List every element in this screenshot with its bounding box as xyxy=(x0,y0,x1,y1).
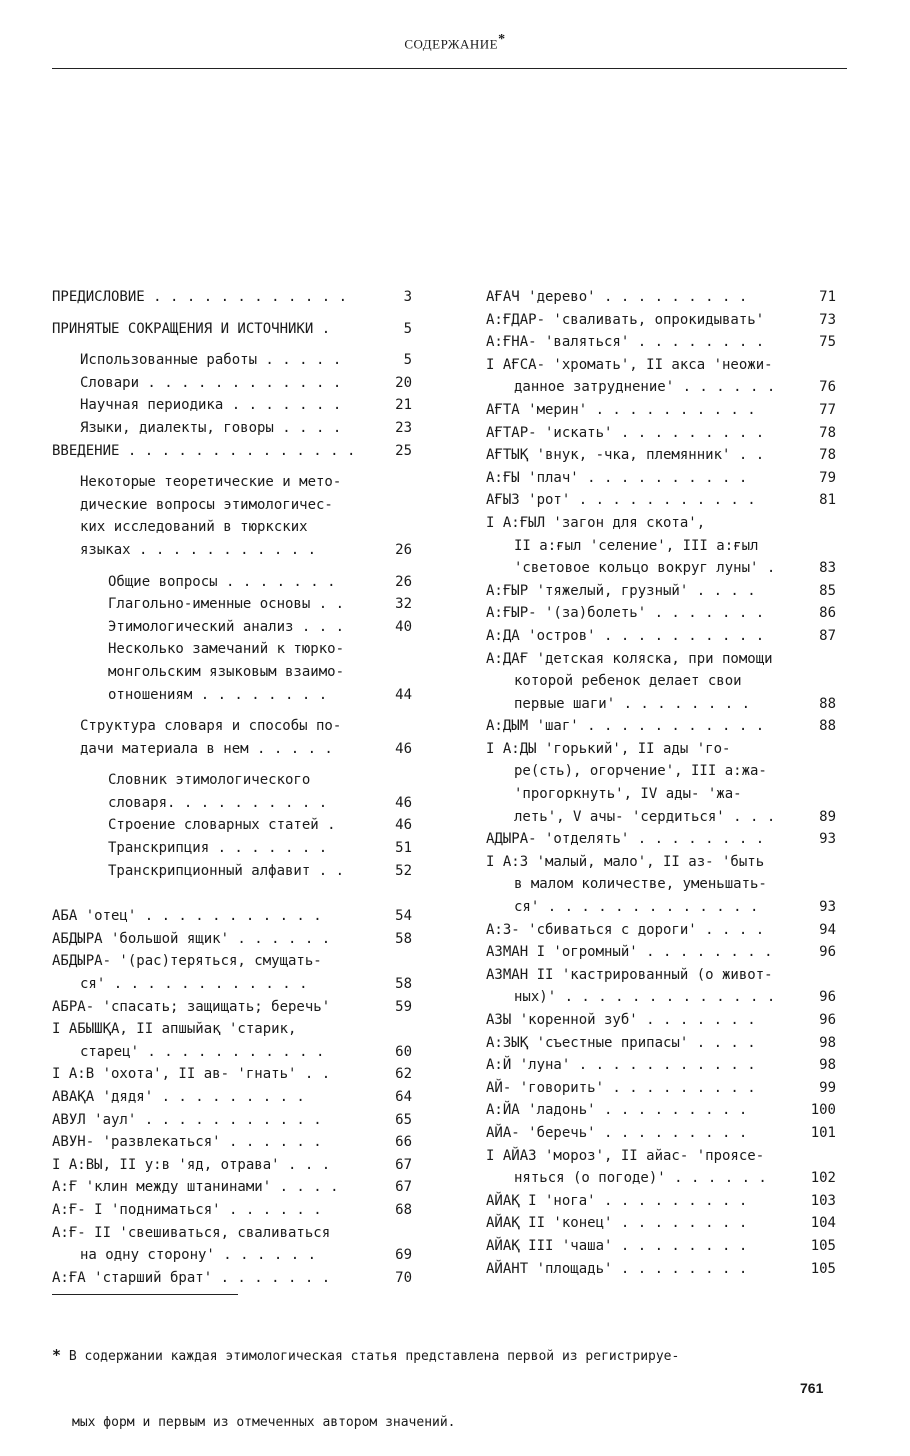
toc-entry xyxy=(52,1109,412,1132)
toc-entry xyxy=(486,309,836,332)
toc-entry xyxy=(52,494,412,517)
toc-entry-page: 32 xyxy=(395,596,412,613)
toc-entry xyxy=(52,394,412,417)
toc-entry-text: I АБЫШҚА, II апшыйақ 'старик, xyxy=(52,1021,297,1038)
toc-entry-text: I А:ДЫ 'горький', II ады 'го- xyxy=(486,740,731,757)
toc-entry-text: I А:З 'малый, мало', II аз- 'быть xyxy=(486,853,765,870)
toc-entry-text: АВУН- 'развлекаться' . . . . . . xyxy=(52,1134,322,1151)
toc-entry-text: 'световое кольцо вокруг луны' . xyxy=(514,560,776,577)
toc-entry-text: АЙА- 'беречь' . . . . . . . . . xyxy=(486,1124,748,1141)
toc-entry xyxy=(486,1190,836,1213)
toc-entry xyxy=(486,738,836,761)
toc-entry-text: А:ҒНА- 'валяться' . . . . . . . . xyxy=(486,334,765,351)
toc-entry xyxy=(486,1032,836,1055)
toc-entry-page: 78 xyxy=(819,424,836,441)
toc-entry-page: 5 xyxy=(403,320,412,337)
toc-entry xyxy=(486,941,836,964)
toc-entry-text: АЙАҚ III 'чаша' . . . . . . . . xyxy=(486,1237,748,1254)
toc-entry-text: АБДЫРА- '(рас)теряться, смущать- xyxy=(52,953,322,970)
toc-entry-page: 54 xyxy=(395,908,412,925)
toc-entry xyxy=(486,806,836,829)
toc-right-column xyxy=(486,286,836,1280)
toc-entry xyxy=(52,539,412,562)
toc-entry xyxy=(52,1018,412,1041)
toc-entry-page: 5 xyxy=(403,352,412,369)
toc-entry xyxy=(52,1041,412,1064)
page-number: 761 xyxy=(800,1380,824,1396)
toc-entry xyxy=(486,851,836,874)
toc-entry xyxy=(52,950,412,973)
footnote-line-2 xyxy=(52,1412,832,1434)
toc-entry-text: ПРИНЯТЫЕ СОКРАЩЕНИЯ И ИСТОЧНИКИ . xyxy=(52,320,331,337)
toc-entry-text: АЙ- 'говорить' . . . . . . . . . xyxy=(486,1079,756,1096)
toc-spacer xyxy=(52,882,412,905)
toc-entry-text: А:ЗЫҚ 'съестные припасы' . . . . xyxy=(486,1034,756,1051)
footnote xyxy=(52,1300,832,1456)
toc-entry-page: 67 xyxy=(395,1156,412,1173)
toc-entry-page: 87 xyxy=(819,627,836,644)
footnote-line-1 xyxy=(52,1344,832,1368)
toc-entry-page: 52 xyxy=(395,862,412,879)
toc-entry-page: 102 xyxy=(810,1170,836,1187)
toc-entry-text: ся' . . . . . . . . . . . . . xyxy=(514,899,759,916)
toc-entry-page: 65 xyxy=(395,1111,412,1128)
footnote-text-1: В содержании каждая этимологическая статья представлена первой из регистрируе- xyxy=(68,1349,680,1364)
toc-spacer xyxy=(52,562,412,571)
toc-entry xyxy=(52,616,412,639)
toc-entry-page: 44 xyxy=(395,686,412,703)
toc-entry xyxy=(486,919,836,942)
toc-entry xyxy=(52,1222,412,1245)
toc-entry xyxy=(52,440,412,463)
toc-entry-page: 26 xyxy=(395,573,412,590)
toc-entry-page: 40 xyxy=(395,618,412,635)
toc-entry-page: 67 xyxy=(395,1179,412,1196)
toc-entry-page: 96 xyxy=(819,944,836,961)
toc-entry xyxy=(52,286,412,309)
toc-entry-text: А:Й 'луна' . . . . . . . . . . . xyxy=(486,1057,756,1074)
toc-entry xyxy=(52,837,412,860)
toc-entry xyxy=(486,783,836,806)
footnote-rule xyxy=(52,1294,238,1295)
toc-entry-text: Транскрипция . . . . . . . xyxy=(108,840,328,857)
toc-entry-text: А:Ғ- I 'подниматься' . . . . . . xyxy=(52,1201,322,1218)
toc-entry-text: АҒЫЗ 'рот' . . . . . . . . . . . xyxy=(486,492,756,509)
toc-entry-page: 25 xyxy=(395,442,412,459)
toc-entry-text: А:ҒДАР- 'сваливать, опрокидывать' xyxy=(486,311,765,328)
toc-entry-text: дачи материала в нем . . . . . xyxy=(80,740,333,757)
toc-entry xyxy=(486,399,836,422)
toc-entry xyxy=(486,1122,836,1145)
toc-entry-text: Глагольно-именные основы . . xyxy=(108,596,345,613)
toc-entry-page: 21 xyxy=(395,397,412,414)
toc-entry-text: в малом количестве, уменьшать- xyxy=(514,876,767,893)
toc-entry-page: 68 xyxy=(395,1201,412,1218)
toc-entry-text: АБДЫРА 'большой ящик' . . . . . . xyxy=(52,930,331,947)
toc-entry-page: 83 xyxy=(819,560,836,577)
toc-entry-page: 46 xyxy=(395,740,412,757)
toc-entry-page: 98 xyxy=(819,1034,836,1051)
toc-entry-text: I АҒСА- 'хромать', II акса 'неожи- xyxy=(486,356,773,373)
toc-entry-page: 51 xyxy=(395,840,412,857)
toc-entry xyxy=(52,769,412,792)
toc-entry-text: дические вопросы этимологичес- xyxy=(80,496,333,513)
toc-entry xyxy=(52,1086,412,1109)
toc-entry xyxy=(486,1258,836,1281)
toc-entry-text: А:Ғ 'клин между штанинами' . . . . xyxy=(52,1179,339,1196)
toc-entry-page: 96 xyxy=(819,989,836,1006)
toc-entry-text: на одну сторону' . . . . . . xyxy=(80,1247,317,1264)
toc-entry-text: ных)' . . . . . . . . . . . . . xyxy=(514,989,776,1006)
toc-entry-text: старец' . . . . . . . . . . . xyxy=(80,1043,325,1060)
toc-entry-page: 69 xyxy=(395,1247,412,1264)
toc-entry xyxy=(52,471,412,494)
toc-entry xyxy=(486,354,836,377)
toc-entry-page: 76 xyxy=(819,379,836,396)
toc-entry-text: А:ЙА 'ладонь' . . . . . . . . . xyxy=(486,1102,748,1119)
toc-entry xyxy=(52,571,412,594)
toc-entry-text: Несколько замечаний к тюрко- xyxy=(108,641,345,658)
toc-entry-text: Общие вопросы . . . . . . . xyxy=(108,573,336,590)
toc-entry-page: 62 xyxy=(395,1066,412,1083)
toc-entry xyxy=(52,1063,412,1086)
toc-entry-text: леть', V ачы- 'сердиться' . . . xyxy=(514,808,776,825)
toc-entry-page: 105 xyxy=(810,1237,836,1254)
toc-spacer xyxy=(52,340,412,349)
toc-entry-page: 77 xyxy=(819,401,836,418)
toc-entry-text: АВУЛ 'аул' . . . . . . . . . . . xyxy=(52,1111,322,1128)
toc-entry xyxy=(486,896,836,919)
toc-entry-text: АДЫРА- 'отделять' . . . . . . . . xyxy=(486,831,765,848)
toc-entry-text: I АЙАЗ 'мороз', II айас- 'проясе- xyxy=(486,1147,765,1164)
toc-entry-page: 99 xyxy=(819,1079,836,1096)
toc-spacer xyxy=(52,309,412,318)
toc-entry xyxy=(486,986,836,1009)
toc-entry-page: 86 xyxy=(819,605,836,622)
toc-entry-text: А:ҒА 'старший брат' . . . . . . . xyxy=(52,1269,331,1286)
toc-entry-text: Строение словарных статей . xyxy=(108,817,336,834)
toc-entry-page: 60 xyxy=(395,1043,412,1060)
toc-entry xyxy=(486,1054,836,1077)
toc-entry xyxy=(486,444,836,467)
toc-entry-text: первые шаги' . . . . . . . . xyxy=(514,695,751,712)
toc-entry-text: А:ДА 'остров' . . . . . . . . . . xyxy=(486,627,765,644)
toc-entry-page: 98 xyxy=(819,1057,836,1074)
toc-left-column xyxy=(52,286,412,1289)
toc-entry-text: ся' . . . . . . . . . . . . xyxy=(80,976,308,993)
toc-entry-text: АБА 'отец' . . . . . . . . . . . xyxy=(52,908,322,925)
toc-entry xyxy=(52,996,412,1019)
toc-entry xyxy=(52,860,412,883)
toc-entry-text: АҒТА 'мерин' . . . . . . . . . . xyxy=(486,401,756,418)
toc-entry-text: АБРА- 'спасать; защищать; беречь' xyxy=(52,998,331,1015)
toc-entry-page: 23 xyxy=(395,419,412,436)
toc-entry xyxy=(486,489,836,512)
toc-entry xyxy=(52,1244,412,1267)
toc-entry-text: АҒТЫҚ 'внук, -чка, племянник' . . xyxy=(486,447,765,464)
toc-entry-page: 58 xyxy=(395,976,412,993)
toc-entry xyxy=(52,973,412,996)
toc-entry-text: А:ДАҒ 'детская коляска, при помощи xyxy=(486,650,773,667)
toc-entry xyxy=(486,286,836,309)
toc-entry-page: 75 xyxy=(819,334,836,351)
toc-entry-text: А:ҒЫР 'тяжелый, грузный' . . . . xyxy=(486,582,756,599)
toc-entry-text: данное затруднение' . . . . . . xyxy=(514,379,776,396)
toc-entry xyxy=(52,318,412,341)
toc-entry xyxy=(486,873,836,896)
toc-entry-text: АҒАЧ 'дерево' . . . . . . . . . xyxy=(486,289,748,305)
toc-entry-text: Словник этимологического xyxy=(108,772,311,789)
toc-entry xyxy=(486,1145,836,1168)
toc-entry-text: АЗЫ 'коренной зуб' . . . . . . . xyxy=(486,1012,756,1028)
toc-entry-page: 46 xyxy=(395,794,412,811)
toc-entry xyxy=(52,349,412,372)
toc-spacer xyxy=(52,760,412,769)
toc-entry-text: А:Ғ- II 'свешиваться, сваливаться xyxy=(52,1224,331,1241)
toc-entry xyxy=(486,1212,836,1235)
toc-entry-page: 79 xyxy=(819,469,836,486)
toc-entry-page: 93 xyxy=(819,831,836,848)
toc-entry-page: 73 xyxy=(819,311,836,328)
toc-entry-text: АЙАНТ 'площадь' . . . . . . . . xyxy=(486,1260,748,1277)
toc-entry xyxy=(486,331,836,354)
toc-entry xyxy=(52,516,412,539)
toc-entry xyxy=(52,684,412,707)
toc-entry-text: няться (о погоде)' . . . . . . xyxy=(514,1170,767,1187)
toc-entry-page: 58 xyxy=(395,930,412,947)
toc-entry-text: АҒТАР- 'искать' . . . . . . . . . xyxy=(486,424,765,441)
toc-entry-text: АВАҚА 'дядя' . . . . . . . . . xyxy=(52,1089,305,1105)
toc-entry-text: А:ҒЫ 'плач' . . . . . . . . . . xyxy=(486,469,748,486)
toc-entry-text: АЗМАН I 'огромный' . . . . . . . . xyxy=(486,944,773,961)
toc-entry xyxy=(52,738,412,761)
toc-entry-text: ких исследований в тюркских xyxy=(80,519,308,536)
toc-entry-page: 78 xyxy=(819,447,836,464)
toc-entry-page: 70 xyxy=(395,1269,412,1286)
toc-entry-page: 88 xyxy=(819,718,836,735)
footnote-marker: * xyxy=(498,32,506,47)
toc-entry-page: 94 xyxy=(819,921,836,938)
toc-entry xyxy=(486,828,836,851)
header-rule xyxy=(52,68,847,69)
toc-entry-text: II а:ғыл 'селение', III а:ғыл xyxy=(514,537,759,554)
toc-entry-text: I А:В 'охота', II ав- 'гнать' . . xyxy=(52,1066,331,1083)
toc-entry xyxy=(52,1131,412,1154)
toc-spacer xyxy=(52,706,412,715)
toc-entry xyxy=(52,593,412,616)
toc-entry-page: 81 xyxy=(819,492,836,509)
toc-entry-page: 103 xyxy=(810,1192,836,1209)
toc-entry-text: Использованные работы . . . . . xyxy=(80,352,342,369)
toc-entry-text: Некоторые теоретические и мето- xyxy=(80,474,342,491)
toc-entry xyxy=(486,964,836,987)
toc-entry xyxy=(52,928,412,951)
toc-entry-page: 100 xyxy=(810,1102,836,1119)
toc-entry-text: ВВЕДЕНИЕ . . . . . . . . . . . . . . xyxy=(52,442,356,459)
toc-entry-text: словаря. . . . . . . . . . xyxy=(108,794,328,811)
toc-entry xyxy=(486,512,836,535)
toc-entry-text: отношениям . . . . . . . . xyxy=(108,686,328,703)
toc-entry-page: 88 xyxy=(819,695,836,712)
toc-entry-page: 93 xyxy=(819,899,836,916)
toc-entry-text: языках . . . . . . . . . . . xyxy=(80,541,317,558)
toc-entry xyxy=(52,661,412,684)
toc-entry-text: Словари . . . . . . . . . . . . xyxy=(80,374,342,391)
toc-entry-text: которой ребенок делает свои xyxy=(514,673,742,690)
toc-entry xyxy=(486,693,836,716)
page-title-text: СОДЕРЖАНИЕ xyxy=(404,36,499,52)
toc-entry-text: Научная периодика . . . . . . . xyxy=(80,397,342,414)
footnote-text-2: мых форм и первым из отмеченных автором значений. xyxy=(72,1415,456,1430)
toc-entry-text: Языки, диалекты, говоры . . . . xyxy=(80,419,342,436)
toc-entry-text: I А:ВЫ, II у:в 'яд, отрава' . . . xyxy=(52,1156,331,1173)
toc-entry-page: 89 xyxy=(819,808,836,825)
toc-entry-page: 96 xyxy=(819,1012,836,1028)
toc-entry-page: 3 xyxy=(403,289,412,305)
toc-entry-page: 59 xyxy=(395,998,412,1015)
toc-entry xyxy=(52,715,412,738)
toc-entry xyxy=(486,648,836,671)
toc-entry xyxy=(486,625,836,648)
toc-entry xyxy=(486,715,836,738)
toc-entry-text: ре(сть), огорчение', III а:жа- xyxy=(514,763,767,780)
toc-entry-text: 'прогоркнуть', IV ады- 'жа- xyxy=(514,786,742,803)
toc-entry xyxy=(486,1099,836,1122)
toc-entry-text: Транскрипционный алфавит . . xyxy=(108,862,345,879)
toc-entry-text: I А:ҒЫЛ 'загон для скота', xyxy=(486,514,706,531)
toc-entry xyxy=(486,376,836,399)
toc-entry xyxy=(486,1235,836,1258)
toc-entry-text: ПРЕДИСЛОВИЕ . . . . . . . . . . . . xyxy=(52,289,348,305)
toc-entry xyxy=(486,422,836,445)
toc-entry xyxy=(52,1176,412,1199)
toc-entry xyxy=(486,467,836,490)
toc-entry-text: АЙАҚ I 'нога' . . . . . . . . . xyxy=(486,1192,748,1209)
toc-entry-text: Этимологический анализ . . . xyxy=(108,618,345,635)
toc-entry xyxy=(52,1199,412,1222)
toc-entry-page: 104 xyxy=(810,1215,836,1232)
page-title xyxy=(0,32,910,52)
toc-entry xyxy=(52,905,412,928)
toc-entry xyxy=(52,372,412,395)
toc-entry xyxy=(486,535,836,558)
toc-entry-page: 64 xyxy=(395,1089,412,1105)
toc-entry-page: 26 xyxy=(395,541,412,558)
toc-entry-text: монгольским языковым взаимо- xyxy=(108,663,345,680)
toc-entry xyxy=(486,602,836,625)
toc-entry-page: 66 xyxy=(395,1134,412,1151)
toc-entry-text: А:ДЫМ 'шаг' . . . . . . . . . . . xyxy=(486,718,765,735)
toc-entry-page: 101 xyxy=(810,1124,836,1141)
toc-entry xyxy=(52,792,412,815)
toc-entry-page: 71 xyxy=(819,289,836,305)
toc-entry-text: А:ҒЫР- '(за)болеть' . . . . . . . xyxy=(486,605,765,622)
toc-entry-page: 105 xyxy=(810,1260,836,1277)
toc-entry xyxy=(52,814,412,837)
toc-entry-text: АЙАҚ II 'конец' . . . . . . . . xyxy=(486,1215,748,1232)
toc-entry-text: А:З- 'сбиваться с дороги' . . . . xyxy=(486,921,765,938)
toc-entry xyxy=(486,760,836,783)
toc-spacer xyxy=(52,462,412,471)
toc-entry xyxy=(52,1267,412,1290)
toc-entry-text: Структура словаря и способы по- xyxy=(80,718,342,735)
toc-entry-page: 20 xyxy=(395,374,412,391)
toc-entry xyxy=(52,638,412,661)
footnote-mark: * xyxy=(52,1346,62,1364)
toc-entry xyxy=(486,1077,836,1100)
toc-entry xyxy=(486,557,836,580)
toc-entry-page: 85 xyxy=(819,582,836,599)
toc-entry xyxy=(486,1009,836,1032)
toc-entry xyxy=(52,417,412,440)
toc-entry-page: 46 xyxy=(395,817,412,834)
toc-entry xyxy=(486,1167,836,1190)
toc-entry xyxy=(52,1154,412,1177)
toc-entry-text: АЗМАН II 'кастрированный (о живот- xyxy=(486,966,773,983)
toc-entry xyxy=(486,670,836,693)
toc-entry xyxy=(486,580,836,603)
